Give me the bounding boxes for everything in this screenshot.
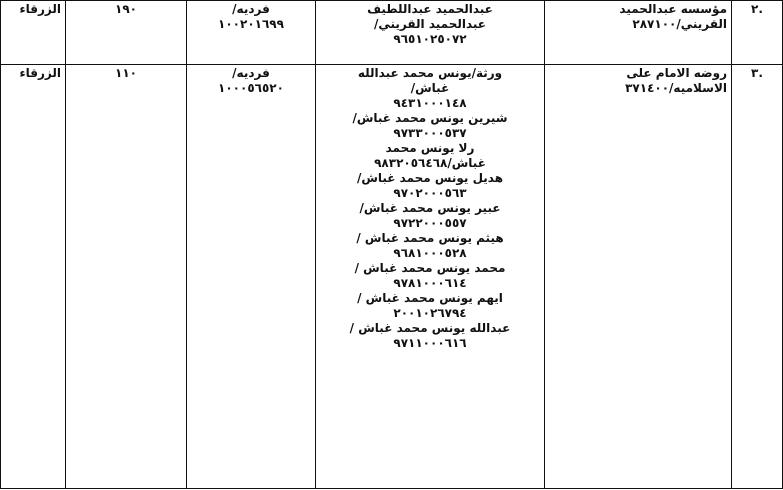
heir-line: ٩٧٨١٠٠٠٦١٤ (393, 276, 467, 290)
heir-line: هديل يونس محمد غباش/ (356, 171, 504, 185)
row-index-cell (732, 1, 783, 65)
heir-entry (320, 111, 540, 141)
heir-entry (320, 231, 540, 261)
area-value: ١١٠ (115, 66, 137, 80)
heir-line: ٩٦٥١٠٢٥٠٧٢ (393, 32, 467, 46)
heir-line: هيثم يونس محمد غباش / (356, 231, 504, 245)
heirs-cell (316, 1, 545, 65)
city-cell (1, 65, 66, 489)
type-line: ١٠٠٢٠١٦٩٩ (218, 17, 284, 31)
heir-entry (320, 321, 540, 351)
area-cell (66, 1, 187, 65)
heir-line: ٩٧٢٢٠٠٠٥٥٧ (393, 216, 467, 230)
heir-line: ٢٠٠١٠٢٦٧٩٤ (393, 306, 467, 320)
heir-line: ٩٧٣٣٠٠٠٥٣٧ (393, 126, 467, 140)
institution-cell (545, 65, 732, 489)
heir-line: رلا يونس محمد (385, 141, 475, 155)
type-line: فرديه/ (232, 66, 270, 80)
institution-cell (545, 1, 732, 65)
type-line: فرديه/ (232, 2, 270, 16)
heir-line: عبير يونس محمد غباش/ (359, 201, 501, 215)
heir-line: ايهم يونس محمد غباش / (357, 291, 503, 305)
heir-entry (320, 291, 540, 321)
heir-line: عبدالحميد القريني/ (374, 17, 486, 31)
heir-entry (320, 261, 540, 291)
table-row (1, 1, 783, 65)
row-index: .٣ (751, 66, 763, 80)
city-value: الزرقاء (19, 2, 61, 16)
type-cell (187, 65, 316, 489)
heir-line: ورثة/يونس محمد عبدالله (357, 66, 503, 80)
heir-entry (320, 201, 540, 231)
row-index-cell (732, 65, 783, 489)
area-value: ١٩٠ (115, 2, 137, 16)
city-value: الزرقاء (19, 66, 61, 80)
institution-line: الاسلاميه/٣٧١٤٠٠ (625, 81, 727, 95)
area-cell (66, 65, 187, 489)
heir-entry (320, 171, 540, 201)
heir-line: ٩٧١١٠٠٠٦١٦ (393, 336, 467, 350)
heir-line: محمد يونس محمد غباش / (354, 261, 506, 275)
type-line: ١٠٠٠٥٦٥٢٠ (218, 81, 284, 95)
heir-line: غباش/ (410, 81, 450, 95)
institution-line: مؤسسه عبدالحميد (619, 2, 727, 16)
heir-line: شيرين يونس محمد غباش/ (352, 111, 508, 125)
heir-line: غباش/٩٨٣٢٠٥٦٤٦٨ (374, 156, 486, 170)
institution-line: روضه الامام على (626, 66, 727, 80)
heir-line: ٩٤٣١٠٠٠١٤٨ (393, 96, 467, 110)
heir-line: ٩٧٠٢٠٠٠٥٦٣ (393, 186, 467, 200)
heir-line: عبدالله يونس محمد غباش / (349, 321, 511, 335)
heir-entry (320, 141, 540, 171)
row-index: .٢ (751, 2, 763, 16)
heirs-cell (316, 65, 545, 489)
city-cell (1, 1, 66, 65)
type-cell (187, 1, 316, 65)
heir-entry (320, 66, 540, 111)
institution-line: القريني/٢٨٧١٠٠ (632, 17, 727, 31)
heir-line: ٩٦٨١٠٠٠٥٢٨ (393, 246, 467, 260)
table-row (1, 65, 783, 489)
heir-line: عبدالحميد عبداللطيف (367, 2, 493, 16)
